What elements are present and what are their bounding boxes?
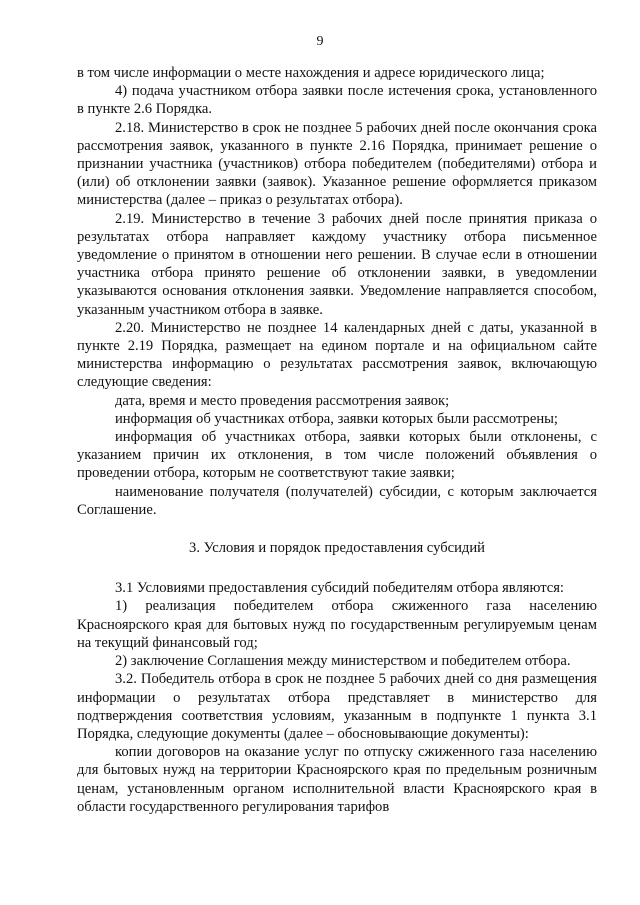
list-item-date: дата, время и место проведения рассмотрения заявок; [115, 392, 450, 409]
condition-item-2: 2) заключение Соглашения между министерством и победителем отбора. [115, 653, 571, 670]
paragraph-2-19: 2.19. Министерство в течение 3 рабочих дней после принятия приказа о результатах отбора направляет каждому участнику отбора письменное уведомление о принятом в отношении него решении. В случае если в отношении участника отбора принято решение об отклонении заявки, в уведомлении указываются основания отклонения заявки. Уведомление направляется способом, указанным участником отбора в заявке. [77, 210, 597, 318]
paragraph-continuation: в том числе информации о месте нахождения и адресе юридического лица; [77, 65, 545, 81]
paragraph-2-20: 2.20. Министерство не позднее 14 календарных дней с даты, указанной в пункте 2.19 Порядка, размещает на едином портале и на официальном сайте министерства информацию о результатах рассмотрения заявок, включающую следующие сведения: [77, 319, 597, 391]
document-body [77, 64, 597, 816]
page-number: 9 [316, 34, 324, 49]
paragraph-contract-copies: копии договоров на оказание услуг по отпуску сжиженного газа населению для бытовых нужд на территории Красноярского края по предельным розничным ценам, установленным органом исполнительной власти Красноярского края в области государственного регулирования тарифов [77, 744, 597, 815]
list-item-rejected: информация об участниках отбора, заявки которых были отклонены, с указанием причин их отклонения, в том числе положений объявления о проведении отбора, которым не соответствуют такие заявки; [77, 429, 597, 482]
paragraph-item-4: 4) подача участником отбора заявки после истечения срока, установленного в пункте 2.6 Порядка. [77, 83, 597, 118]
paragraph-3-1: 3.1 Условиями предоставления субсидий победителям отбора являются: [115, 580, 564, 597]
condition-item-1: 1) реализация победителем отбора сжиженного газа населению Красноярского края для бытовых нужд по государственным регулируемым ценам на текущий финансовый год; [77, 598, 597, 651]
list-item-reviewed: информация об участниках отбора, заявки которых были рассмотрены; [115, 410, 558, 427]
paragraph-3-2: 3.2. Победитель отбора в срок не позднее 5 рабочих дней со дня размещения информации о результатах отбора представляет в министерство для подтверждения соответствия условиям, указанным в подпункте 1 пункта 3.1 Порядка, следующие документы (далее – обосновывающие документы): [77, 671, 597, 742]
paragraph-2-18: 2.18. Министерство в срок не позднее 5 рабочих дней после окончания срока рассмотрения заявок, указанного в пункте 2.16 Порядка, принимает решение о признании участника (участников) отбора победителем (победителями) отбора и (или) об отклонении заявки (заявок). Указанное решение оформляется приказом министерства (далее – приказ о результатах отбора). [77, 119, 597, 209]
list-item-recipient: наименование получателя (получателей) субсидии, с которым заключается Соглашение. [77, 483, 597, 518]
section-heading: 3. Условия и порядок предоставления субсидий [189, 540, 485, 557]
